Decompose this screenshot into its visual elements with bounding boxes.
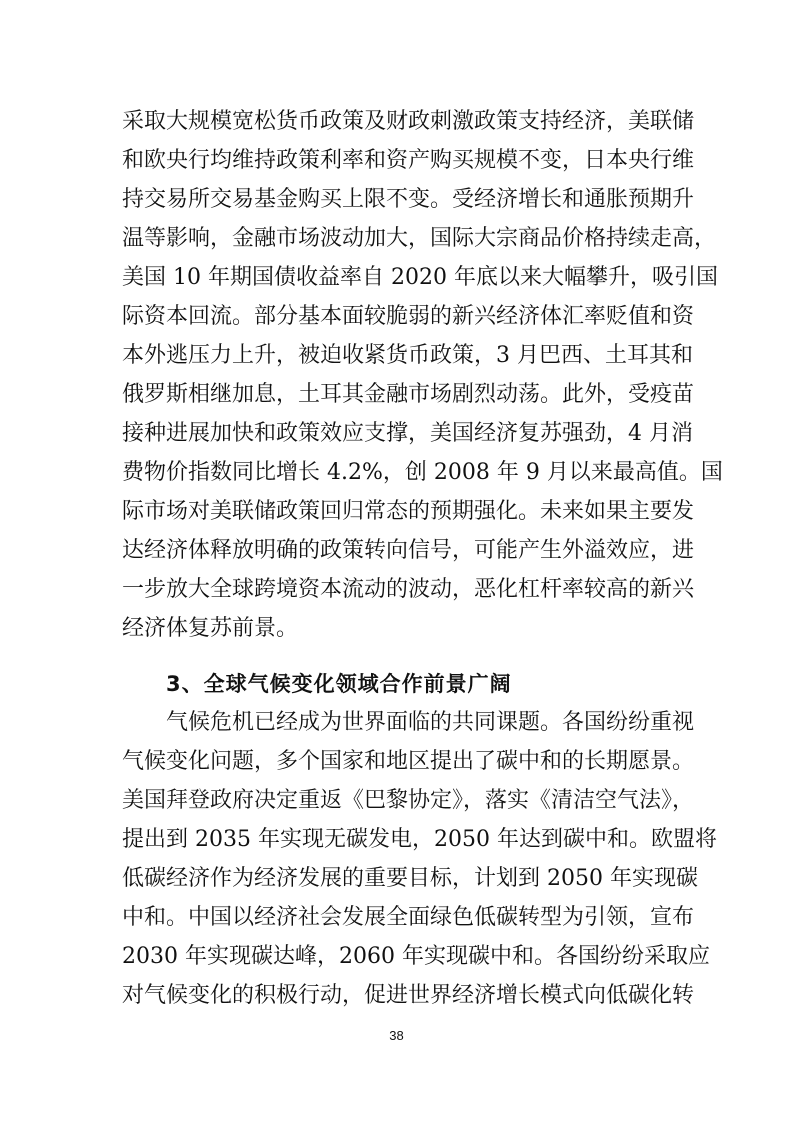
- paragraph-2-line-1: 气候危机已经成为世界面临的共同课题。各国纷纷重视: [166, 710, 695, 735]
- paragraph-2-line-3: 美国拜登政府决定重返《巴黎协定》，落实《清洁空气法》，: [122, 788, 695, 813]
- paragraph-1-line-14: 经济体复苏前景。: [122, 616, 299, 641]
- paragraph-1-line-8: 俄罗斯相继加息，土耳其金融市场剧烈动荡。此外，受疫苗: [122, 382, 695, 407]
- paragraph-2-line-7: 2030 年实现碳达峰，2060 年实现碳中和。各国纷纷采取应: [122, 944, 710, 969]
- paragraph-1-line-3: 持交易所交易基金购买上限不变。受经济增长和通胀预期升: [122, 187, 695, 212]
- paragraph-1-line-2: 和欧央行均维持政策利率和资产购买规模不变，日本央行维: [122, 148, 695, 173]
- paragraph-2-line-4: 提出到 2035 年实现无碳发电，2050 年达到碳中和。欧盟将: [122, 827, 717, 852]
- paragraph-1-line-1: 采取大规模宽松货币政策及财政刺激政策支持经济，美联储: [122, 109, 695, 134]
- paragraph-1-line-4: 温等影响，金融市场波动加大，国际大宗商品价格持续走高，: [122, 226, 717, 251]
- section-heading: 3、全球气候变化领域合作前景广阔: [166, 672, 512, 696]
- paragraph-1-line-7: 本外逃压力上升，被迫收紧货币政策，3 月巴西、土耳其和: [122, 343, 693, 368]
- paragraph-2-line-8: 对气候变化的积极行动，促进世界经济增长模式向低碳化转: [122, 983, 695, 1008]
- paragraph-1-line-11: 际市场对美联储政策回归常态的预期强化。未来如果主要发: [122, 499, 695, 524]
- page-number: 38: [389, 1028, 404, 1043]
- paragraph-1-line-13: 一步放大全球跨境资本流动的波动，恶化杠杆率较高的新兴: [122, 577, 695, 602]
- paragraph-1-line-12: 达经济体释放明确的政策转向信号，可能产生外溢效应，进: [122, 538, 695, 563]
- paragraph-1-line-6: 际资本回流。部分基本面较脆弱的新兴经济体汇率贬值和资: [122, 304, 695, 329]
- paragraph-2-line-5: 低碳经济作为经济发展的重要目标，计划到 2050 年实现碳: [122, 866, 698, 891]
- paragraph-1-line-5: 美国 10 年期国债收益率自 2020 年底以来大幅攀升，吸引国: [122, 265, 718, 290]
- paragraph-2-line-2: 气候变化问题，多个国家和地区提出了碳中和的长期愿景。: [122, 749, 695, 774]
- paragraph-1-line-9: 接种进展加快和政策效应支撑，美国经济复苏强劲，4 月消: [122, 421, 693, 446]
- paragraph-2-line-6: 中和。中国以经济社会发展全面绿色低碳转型为引领，宣布: [122, 905, 695, 930]
- paragraph-1-line-10: 费物价指数同比增长 4.2%，创 2008 年 9 月以来最高值。国: [122, 460, 723, 485]
